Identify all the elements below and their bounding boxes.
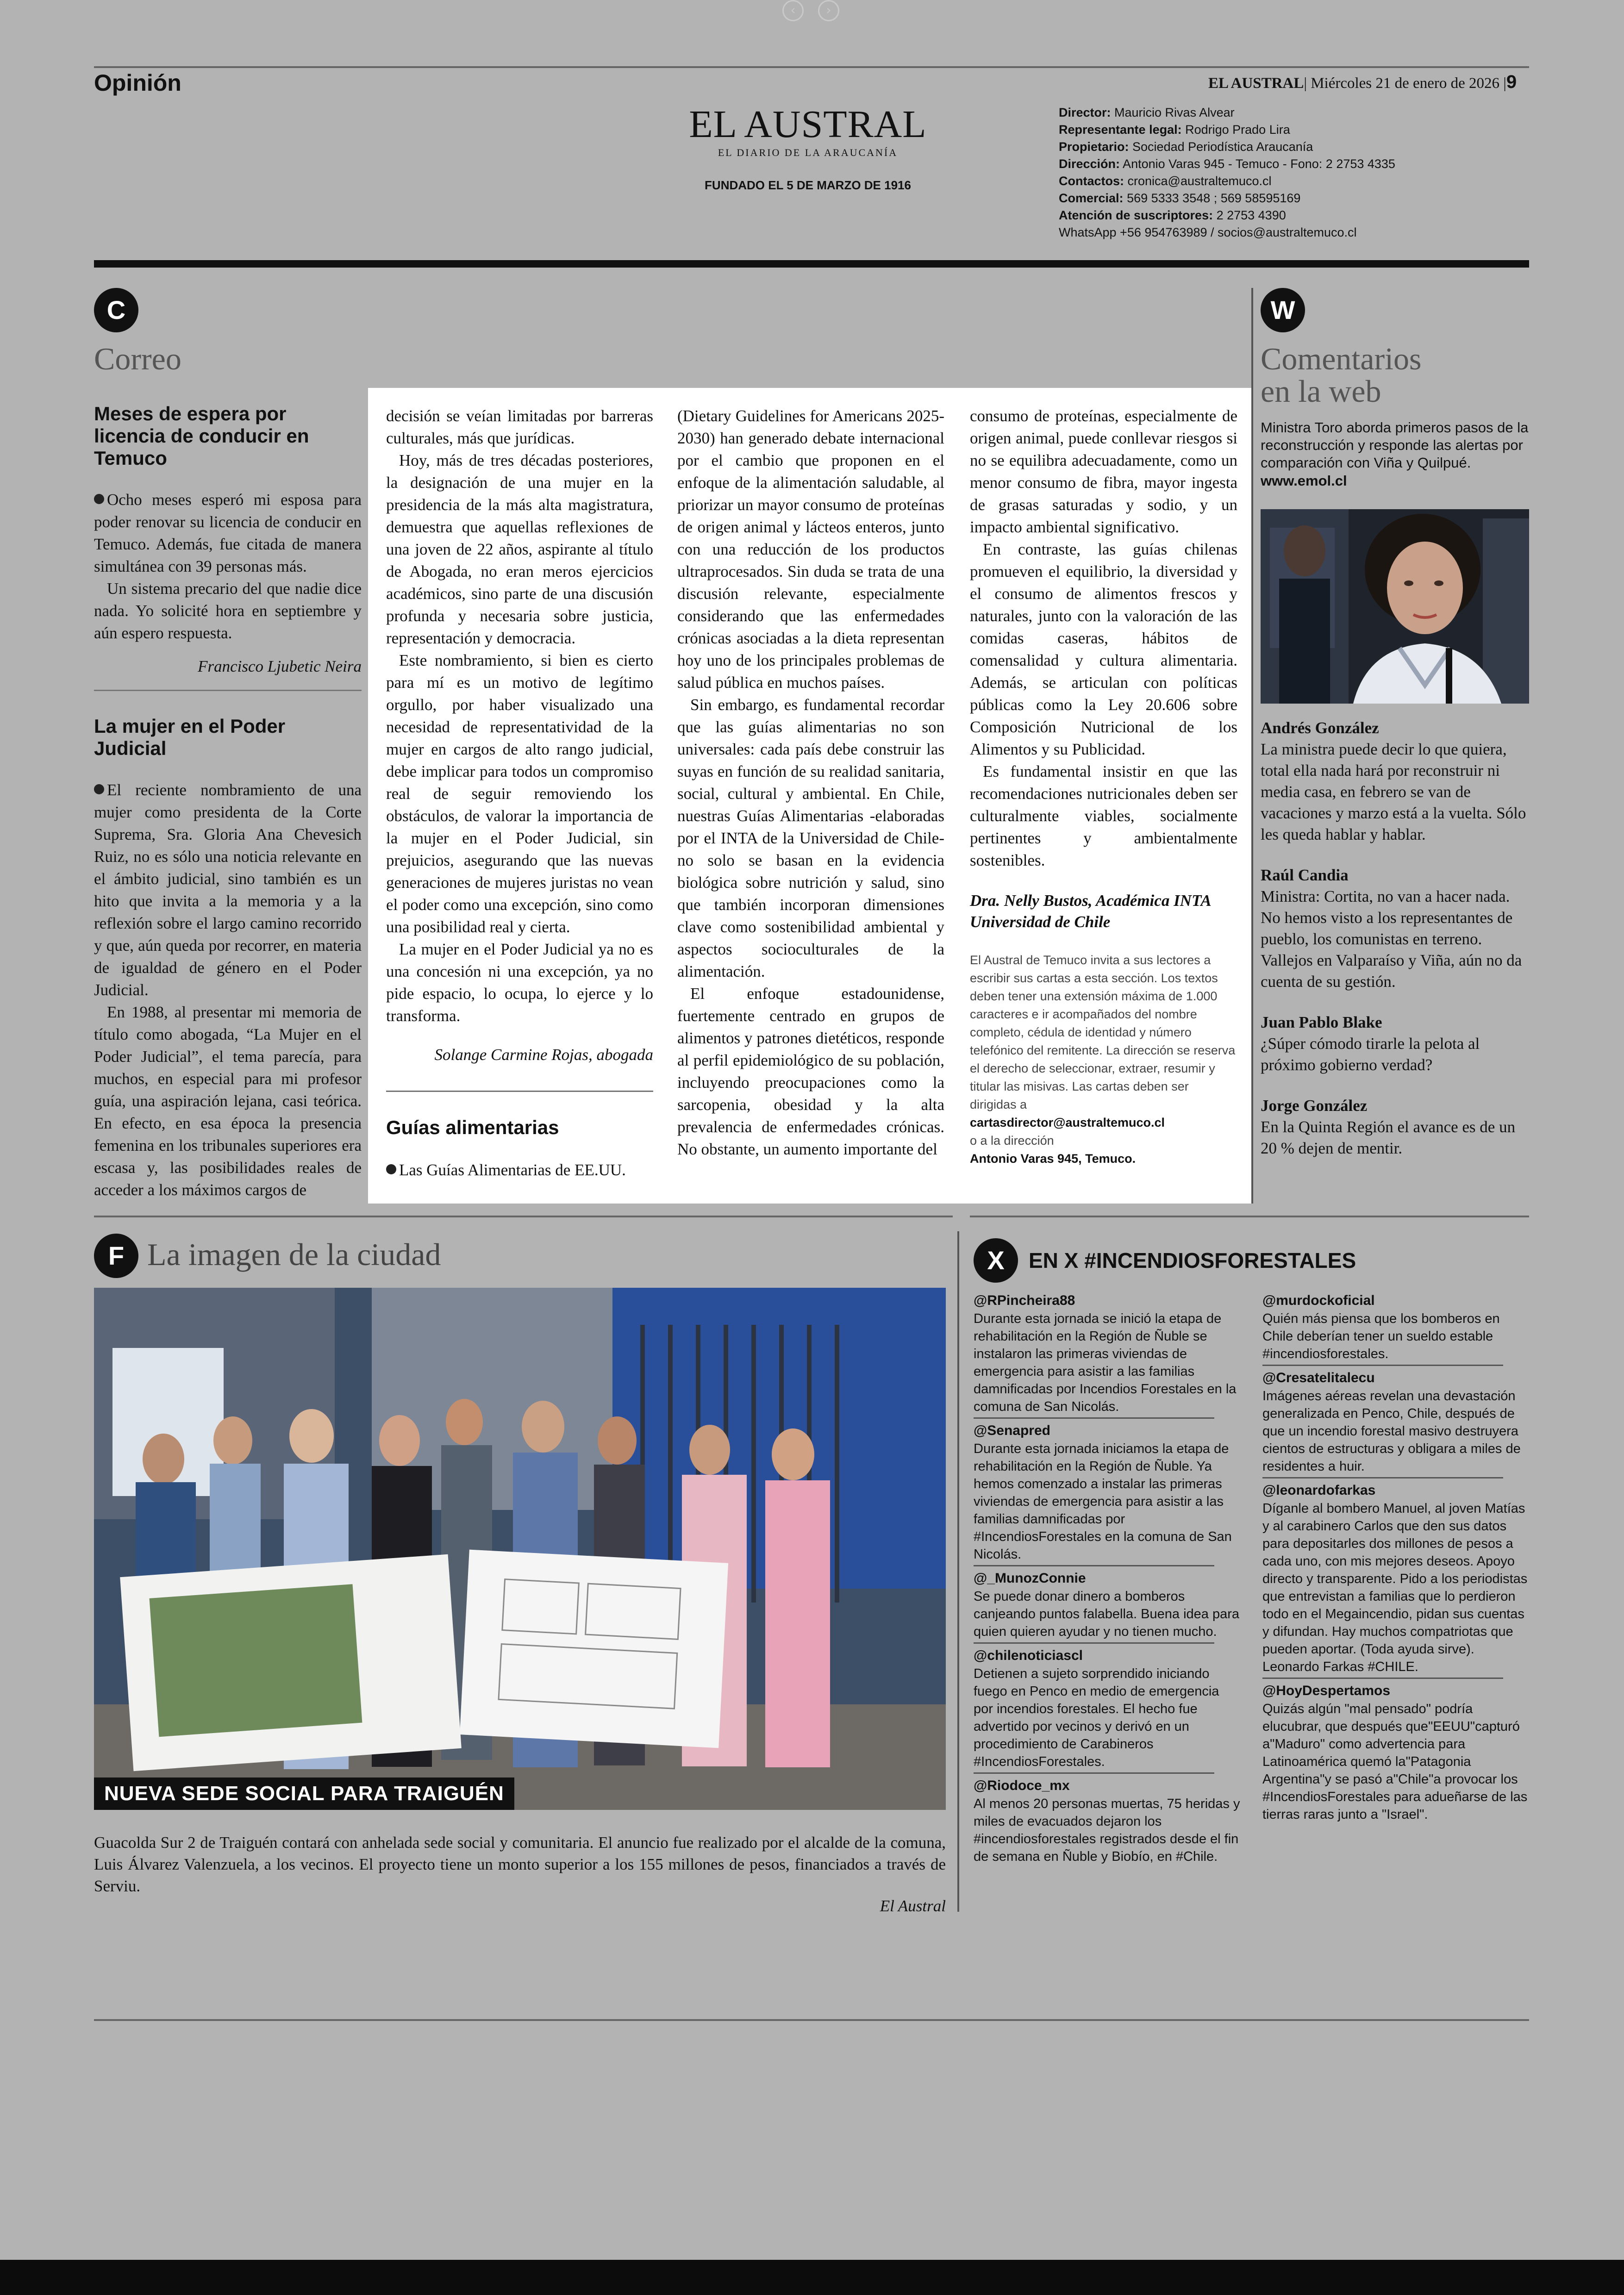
staff-label: Dirección: xyxy=(1059,157,1120,171)
x-post-separator xyxy=(974,1565,1214,1566)
date: | Miércoles 21 de enero de 2026 | xyxy=(1304,75,1506,92)
web-comments-list xyxy=(1261,717,1529,1179)
section-label: Opinión xyxy=(94,70,181,96)
minister-photo-illustration xyxy=(1261,509,1529,704)
previous-page-icon[interactable]: ‹ xyxy=(782,0,804,21)
col2-rule xyxy=(386,1091,653,1092)
staff-row xyxy=(1059,224,1395,241)
staff-label: Propietario: xyxy=(1059,140,1129,154)
letter2-p5: Este nombramiento, si bien es cierto para mí es un motivo de legítimo orgullo, por haber visualizado una necesidad de representatividad de la mujer en cargos de alto rango judicial, debe implicar para todos un compromiso real de seguir removiendo los obstáculos, de valorar la importancia de la mujer en el Poder Judicial, sin prejuicios, asegurando que las nuevas generaciones de mujeres juristas no vean el poder como una excepción, sino como una posibilidad real y cierta. xyxy=(386,651,653,936)
next-page-icon[interactable]: › xyxy=(818,0,839,21)
letter2-p4: Hoy, más de tres décadas posteriores, la designación de una mujer en la presidencia de la más alta magistratura, demuestra que aquellas reflexiones de una joven de 22 años, aspirante al título de Abogada, no eran meros ejercicios académicos, sino parte de una discusión profunda y necesaria sobre justicia, representación y democracia. xyxy=(386,451,653,647)
staff-label: Representante legal: xyxy=(1059,123,1182,137)
x-post-text: Se puede donar dinero a bomberos canjeando puntos falabella. Buena idea para quien quieren ayudar y no tienen mucho. xyxy=(974,1589,1240,1639)
bullet-icon xyxy=(94,494,104,504)
web-comment-author: Jorge González xyxy=(1261,1097,1368,1115)
staff-value: 569 5333 3548 ; 569 58595169 xyxy=(1123,191,1301,205)
letter2-signature: Solange Carmine Rojas, abogada xyxy=(434,1046,653,1064)
x-post-handle[interactable]: @HoyDespertamos xyxy=(1262,1683,1391,1698)
footer-rule xyxy=(94,2019,1529,2021)
letter3-p4: El enfoque estadounidense, fuertemente centrado en grupos de alimentos y patrones dietéticos, responde al perfil epidemiológico de su población, incluyendo preocupaciones como la sarcopenia, obesidad y la alta prevalencia de enfermedades crónicas. No obstante, un aumento importante del xyxy=(677,985,944,1158)
x-column-1 xyxy=(974,1291,1241,1865)
letter3 xyxy=(386,1116,653,1181)
letter2-headline: La mujer en el Poder Judicial xyxy=(94,715,286,759)
notice-or: o a la dirección xyxy=(970,1134,1054,1148)
letter1-body xyxy=(94,489,362,644)
bullet-icon xyxy=(386,1164,396,1174)
x-post-separator xyxy=(1262,1365,1503,1366)
photo-caption-banner: NUEVA SEDE SOCIAL PARA TRAIGUÉN xyxy=(94,1777,514,1810)
letter3-signature-line1: Dra. Nelly Bustos, Académica INTA xyxy=(970,892,1212,910)
staff-row xyxy=(1059,104,1395,121)
letters-notice xyxy=(970,951,1237,1168)
x-post-text: Durante esta jornada iniciamos la etapa de rehabilitación en la Región de Ñuble. Ya hemos comenzado a instalar las primeras viviendas de emergencia para asistir a las familias damnificadas por #IncendiosForestales en la comuna de San Nicolás. xyxy=(974,1441,1232,1562)
letter3-p7: Es fundamental insistir en que las recomendaciones nutricionales deben ser culturalmente viables, socialmente pertinentes y ambientalmente sostenibles. xyxy=(970,762,1237,869)
masthead-block xyxy=(657,102,958,193)
bottom-left-rule xyxy=(94,1216,953,1217)
x-post-handle[interactable]: @leonardofarkas xyxy=(1262,1483,1376,1498)
imagen-badge: F xyxy=(94,1234,138,1278)
x-post-handle[interactable]: @_MunozConnie xyxy=(974,1571,1086,1586)
staff-value: cronica@australtemuco.cl xyxy=(1124,174,1272,188)
letter2-continued xyxy=(386,405,653,1064)
letter2-p6: La mujer en el Poder Judicial ya no es una concesión ni una excepción, ya no pide espacio, lo ocupa, lo ejerce y lo transforma. xyxy=(386,940,653,1025)
x-post-text: Quién más piensa que los bomberos en Chile deberían tener un sueldo estable #incendiosforestales. xyxy=(1262,1311,1500,1361)
x-post-separator xyxy=(974,1417,1214,1419)
date-paper: EL AUSTRAL xyxy=(1208,75,1304,92)
x-post xyxy=(974,1422,1241,1566)
letter3-p1: Las Guías Alimentarias de EE.UU. xyxy=(399,1161,626,1179)
staff-value: Sociedad Periodística Araucanía xyxy=(1129,140,1313,154)
web-title-line2: en la web xyxy=(1261,374,1381,409)
imagen-credit: El Austral xyxy=(880,1897,946,1915)
staff-value: Antonio Varas 945 - Temuco - Fono: 2 2753 4335 xyxy=(1120,157,1395,171)
web-comment xyxy=(1261,1012,1529,1076)
staff-row xyxy=(1059,207,1395,224)
staff-value: Mauricio Rivas Alvear xyxy=(1111,106,1235,119)
minister-photo xyxy=(1261,509,1529,704)
x-section-title: EN X #INCENDIOSFORESTALES xyxy=(1029,1248,1356,1272)
header-top-rule xyxy=(94,66,1529,68)
letter2 xyxy=(94,715,362,1201)
letter2-p3: decisión se veían limitadas por barreras culturales, más que jurídicas. xyxy=(386,407,653,447)
letter3-signature xyxy=(970,890,1237,933)
letter3-body-b xyxy=(677,405,944,1160)
staff-row xyxy=(1059,173,1395,190)
x-section-divider xyxy=(957,1231,959,1912)
notice-text: El Austral de Temuco invita a sus lectores a escribir sus cartas a esta sección. Los textos deben tener una extensión máxima de 1.000 caracteres e ir acompañados del nombre completo, cédula de identidad y número telefónico del remitente. La dirección se reserva el derecho de seleccionar, extraer, resumir y titular las misivas. Las cartas deben ser dirigidas a xyxy=(970,953,1236,1111)
staff-label: Comercial: xyxy=(1059,191,1124,205)
web-comment-text: ¿Súper cómodo tirarle la pelota al próximo gobierno verdad? xyxy=(1261,1035,1480,1074)
staff-label: Atención de suscriptores: xyxy=(1059,208,1213,222)
x-post xyxy=(1262,1291,1530,1366)
x-post xyxy=(1262,1682,1530,1823)
letter3-continued xyxy=(677,405,944,1160)
x-post-handle[interactable]: @chilenoticiascl xyxy=(974,1648,1083,1663)
bottom-right-rule xyxy=(970,1216,1529,1217)
letter3-p5: consumo de proteínas, especialmente de origen animal, puede conllevar riesgos si no se equilibra adecuadamente, como un menor consumo de fibra, mayor ingesta de grasas saturadas y sodio, y un impacto ambiental significativo. xyxy=(970,407,1237,536)
letter1-p1: Ocho meses esperó mi esposa para poder renovar su licencia de conducir en Temuco. Además, fue citada de manera simultánea con 39 personas más. xyxy=(94,491,362,575)
letter1-headline: Meses de espera por licencia de conducir en Temuco xyxy=(94,403,309,469)
letter3-headline: Guías alimentarias xyxy=(386,1116,559,1138)
x-post-text: Al menos 20 personas muertas, 75 heridas y miles de evacuados dejaron los #incendiosforestales registrados desde el fin de semana en Ñuble y Biobío, en #Chile. xyxy=(974,1796,1240,1864)
web-title xyxy=(1261,343,1422,407)
x-post xyxy=(974,1777,1241,1865)
staff-label: Director: xyxy=(1059,106,1111,119)
letter2-body-b xyxy=(386,405,653,1027)
x-post-text: Detienen a sujeto sorprendido iniciando fuego en Penco en medio de emergencia por incendios forestales. El hecho fue advertido por vecinos y derivó en un procedimiento de Carabineros #IncendiosForestales. xyxy=(974,1666,1219,1769)
imagen-title: La imagen de la ciudad xyxy=(147,1237,441,1272)
x-post-handle[interactable]: @Cresatelitalecu xyxy=(1262,1370,1375,1385)
letter3-p2: (Dietary Guidelines for Americans 2025-2030) han generado debate internacional por el cambio que proponen en el enfoque de la alimentación saludable, al priorizar un mayor consumo de proteínas de origen animal y lácteos enteros, junto con una reducción de los productos ultraprocesados. Sin duda se trata de una discusión relevante, especialmente considerando que las enfermedades crónicas asociadas a la dieta representan hoy uno de los principales problemas de salud pública en muchos países. xyxy=(677,407,944,692)
imagen-text-block xyxy=(94,1832,946,1915)
web-source-link[interactable]: www.emol.cl xyxy=(1261,473,1347,489)
web-comment-author: Juan Pablo Blake xyxy=(1261,1013,1382,1031)
founded-line: FUNDADO EL 5 DE MARZO DE 1916 xyxy=(705,178,911,192)
x-post-separator xyxy=(974,1772,1214,1774)
correo-title: Correo xyxy=(94,341,181,376)
x-post xyxy=(974,1646,1241,1774)
x-column-2 xyxy=(1262,1291,1530,1823)
web-comment xyxy=(1261,865,1529,992)
letter3-end xyxy=(970,405,1237,1168)
x-badge: X xyxy=(974,1238,1018,1283)
x-post-text: Quizás algún "mal pensado" podría elucubrar, que después que"EEUU"capturó a"Maduro" como advertencia para Latinoamérica quemó la"Patagonia Argentina"y se pasó a"Chile"a provocar los #IncendiosForestales para adueñarse de las tierras raras junto a "Israel". xyxy=(1262,1702,1528,1822)
x-post-text: Díganle al bombero Manuel, al joven Matías y al carabinero Carlos que den sus datos para depositarles dos millones de pesos a cada uno, con mis mejores deseos. Apoyo directo y transparente. Pido a los periodistas que entrevistan a familias que lo perdieron todo en el Megaincendio, pidan sus cuentas y difundan. Hay muchos compatriotas que pueden aportar. (Toda ayuda sirve). Leonardo Farkas #CHILE. xyxy=(1262,1501,1528,1674)
web-column-divider xyxy=(1251,288,1253,1204)
letter3-body-c xyxy=(970,405,1237,872)
web-comment-text: En la Quinta Región el avance es de un 20 % dejen de mentir. xyxy=(1261,1118,1516,1157)
web-lead xyxy=(1261,419,1529,490)
letter1-p2: Un sistema precario del que nadie dice nada. Yo solicité hora en septiembre y aún espero respuesta. xyxy=(94,580,362,642)
web-lead-text: Ministra Toro aborda primeros pasos de la reconstrucción y responde las alertas por comparación con Viña y Quilpué. xyxy=(1261,419,1529,471)
x-post-separator xyxy=(1262,1678,1503,1679)
x-post-handle[interactable]: @Senapred xyxy=(974,1423,1050,1438)
staff-label: Contactos: xyxy=(1059,174,1124,188)
imagen-text: Guacolda Sur 2 de Traiguén contará con anhelada sede social y comunitaria. El anuncio fue realizado por el alcalde de la comuna, Luis Álvarez Valenzuela, a los vecinos. El proyecto tiene un monto superior a los 155 millones de pesos, financiados a través de Serviu. xyxy=(94,1834,946,1895)
letter2-body-a xyxy=(94,779,362,1201)
staff-value: 2 2753 4390 xyxy=(1213,208,1286,222)
x-post xyxy=(974,1291,1241,1419)
bullet-icon xyxy=(94,784,104,794)
staff-row xyxy=(1059,138,1395,156)
date-line xyxy=(1208,72,1517,93)
letter3-p3: Sin embargo, es fundamental recordar que las guías alimentarias no son universales: cada país debe construir las suyas en función de su realidad sanitaria, social, cultural y ambiental. En Chile, nuestras Guías Alimentarias -elaboradas por el INTA de la Universidad de Chile- no solo se basan en la evidencia biológica sobre nutrición y salud, sino que también incorporan dimensiones clave como sostenibilidad ambiental y aspectos socioculturales de la alimentación. xyxy=(677,696,944,980)
letter3-p6: En contraste, las guías chilenas promueven el equilibrio, la diversidad y el consumo de alimentos frescos y naturales, junto con la valoración de las comidas caseras, hábitos de comensalidad y cultura alimentaria. Además, se articulan con políticas públicas como la Ley 20.606 sobre Composición Nutricional de los Alimentos y su Publicidad. xyxy=(970,540,1237,758)
staff-row xyxy=(1059,190,1395,207)
letter3-body-a xyxy=(386,1159,653,1181)
web-comment-author: Raúl Candia xyxy=(1261,866,1349,884)
web-comment xyxy=(1261,717,1529,845)
x-post-separator xyxy=(974,1642,1214,1644)
x-post-handle[interactable]: @Riodoce_mx xyxy=(974,1778,1070,1793)
letter1-signature: Francisco Ljubetic Neira xyxy=(198,657,362,675)
letter3-signature-line2: Universidad de Chile xyxy=(970,913,1111,931)
staff-value: Rodrigo Prado Lira xyxy=(1181,123,1290,137)
x-post xyxy=(1262,1481,1530,1679)
staff-box xyxy=(1059,104,1395,241)
masthead-subtitle: EL DIARIO DE LA ARAUCANÍA xyxy=(718,147,898,158)
header-bottom-rule xyxy=(94,260,1529,268)
x-post-text: Durante esta jornada se inició la etapa de rehabilitación en la Región de Ñuble se instalaron las primeras viviendas de emergencia para asistir a las familias damnificadas por Incendios Forestales en la comuna de San Nicolás. xyxy=(974,1311,1237,1414)
x-post-separator xyxy=(1262,1477,1503,1478)
letter2-p1: El reciente nombramiento de una mujer como presidenta de la Corte Suprema, Sra. Gloria Ana Chevesich Ruiz, no es sólo una noticia relevante en el ámbito judicial, sino también es un hito que invita a la memoria y a la reflexión sobre el largo camino recorrido y que, aún queda por recorrer, en materia de igualdad de género en el Poder Judicial. xyxy=(94,781,362,999)
correo-badge: C xyxy=(94,288,138,332)
web-comment-text: Ministra: Cortita, no van a hacer nada. No hemos visto a los representantes de pueblo, los comunistas en terreno. Vallejos en Valparaíso y Viña, aún no da cuenta de su gestión. xyxy=(1261,887,1522,991)
city-photo-illustration xyxy=(94,1288,946,1810)
notice-address: Antonio Varas 945, Temuco. xyxy=(970,1152,1136,1166)
notice-email[interactable]: cartasdirector@australtemuco.cl xyxy=(970,1116,1165,1129)
col1-rule xyxy=(94,690,362,691)
x-post-handle[interactable]: @RPincheira88 xyxy=(974,1293,1075,1308)
staff-value: WhatsApp +56 954763989 / socios@australtemuco.cl xyxy=(1059,225,1357,239)
web-comment xyxy=(1261,1095,1529,1159)
staff-row xyxy=(1059,121,1395,138)
letter1 xyxy=(94,403,362,676)
x-post xyxy=(974,1569,1241,1644)
page-number: 9 xyxy=(1506,72,1517,92)
x-post xyxy=(1262,1369,1530,1478)
x-post-text: Imágenes aéreas revelan una devastación generalizada en Penco, Chile, después de que un incendio forestal masivo destruyera cientos de estructuras y obligara a miles de residentes a huir. xyxy=(1262,1389,1521,1474)
staff-row xyxy=(1059,156,1395,173)
viewer-bottom-bar xyxy=(0,2260,1624,2295)
letter2-p2: En 1988, al presentar mi memoria de título como abogada, “La Mujer en el Poder Judicial”, el tema parecía, para muchos, en especial para mi profesor guía, una aspiración lejana, casi teórica. En efecto, en esa época la presencia femenina en los tribunales superiores era escasa y, las posibilidades reales de acceder a los máximos cargos de xyxy=(94,1003,362,1199)
web-comment-text: La ministra puede decir lo que quiera, total ella nada hará por reconstruir ni media casa, en febrero se van de vacaciones y marzo está a la vuelta. Sólo les queda hablar y hablar. xyxy=(1261,740,1526,843)
masthead-logo: EL AUSTRAL xyxy=(689,103,927,146)
city-photo xyxy=(94,1288,946,1810)
web-title-line1: Comentarios xyxy=(1261,341,1422,376)
web-badge: W xyxy=(1261,288,1305,332)
web-comment-author: Andrés González xyxy=(1261,719,1379,737)
x-post-handle[interactable]: @murdockoficial xyxy=(1262,1293,1375,1308)
